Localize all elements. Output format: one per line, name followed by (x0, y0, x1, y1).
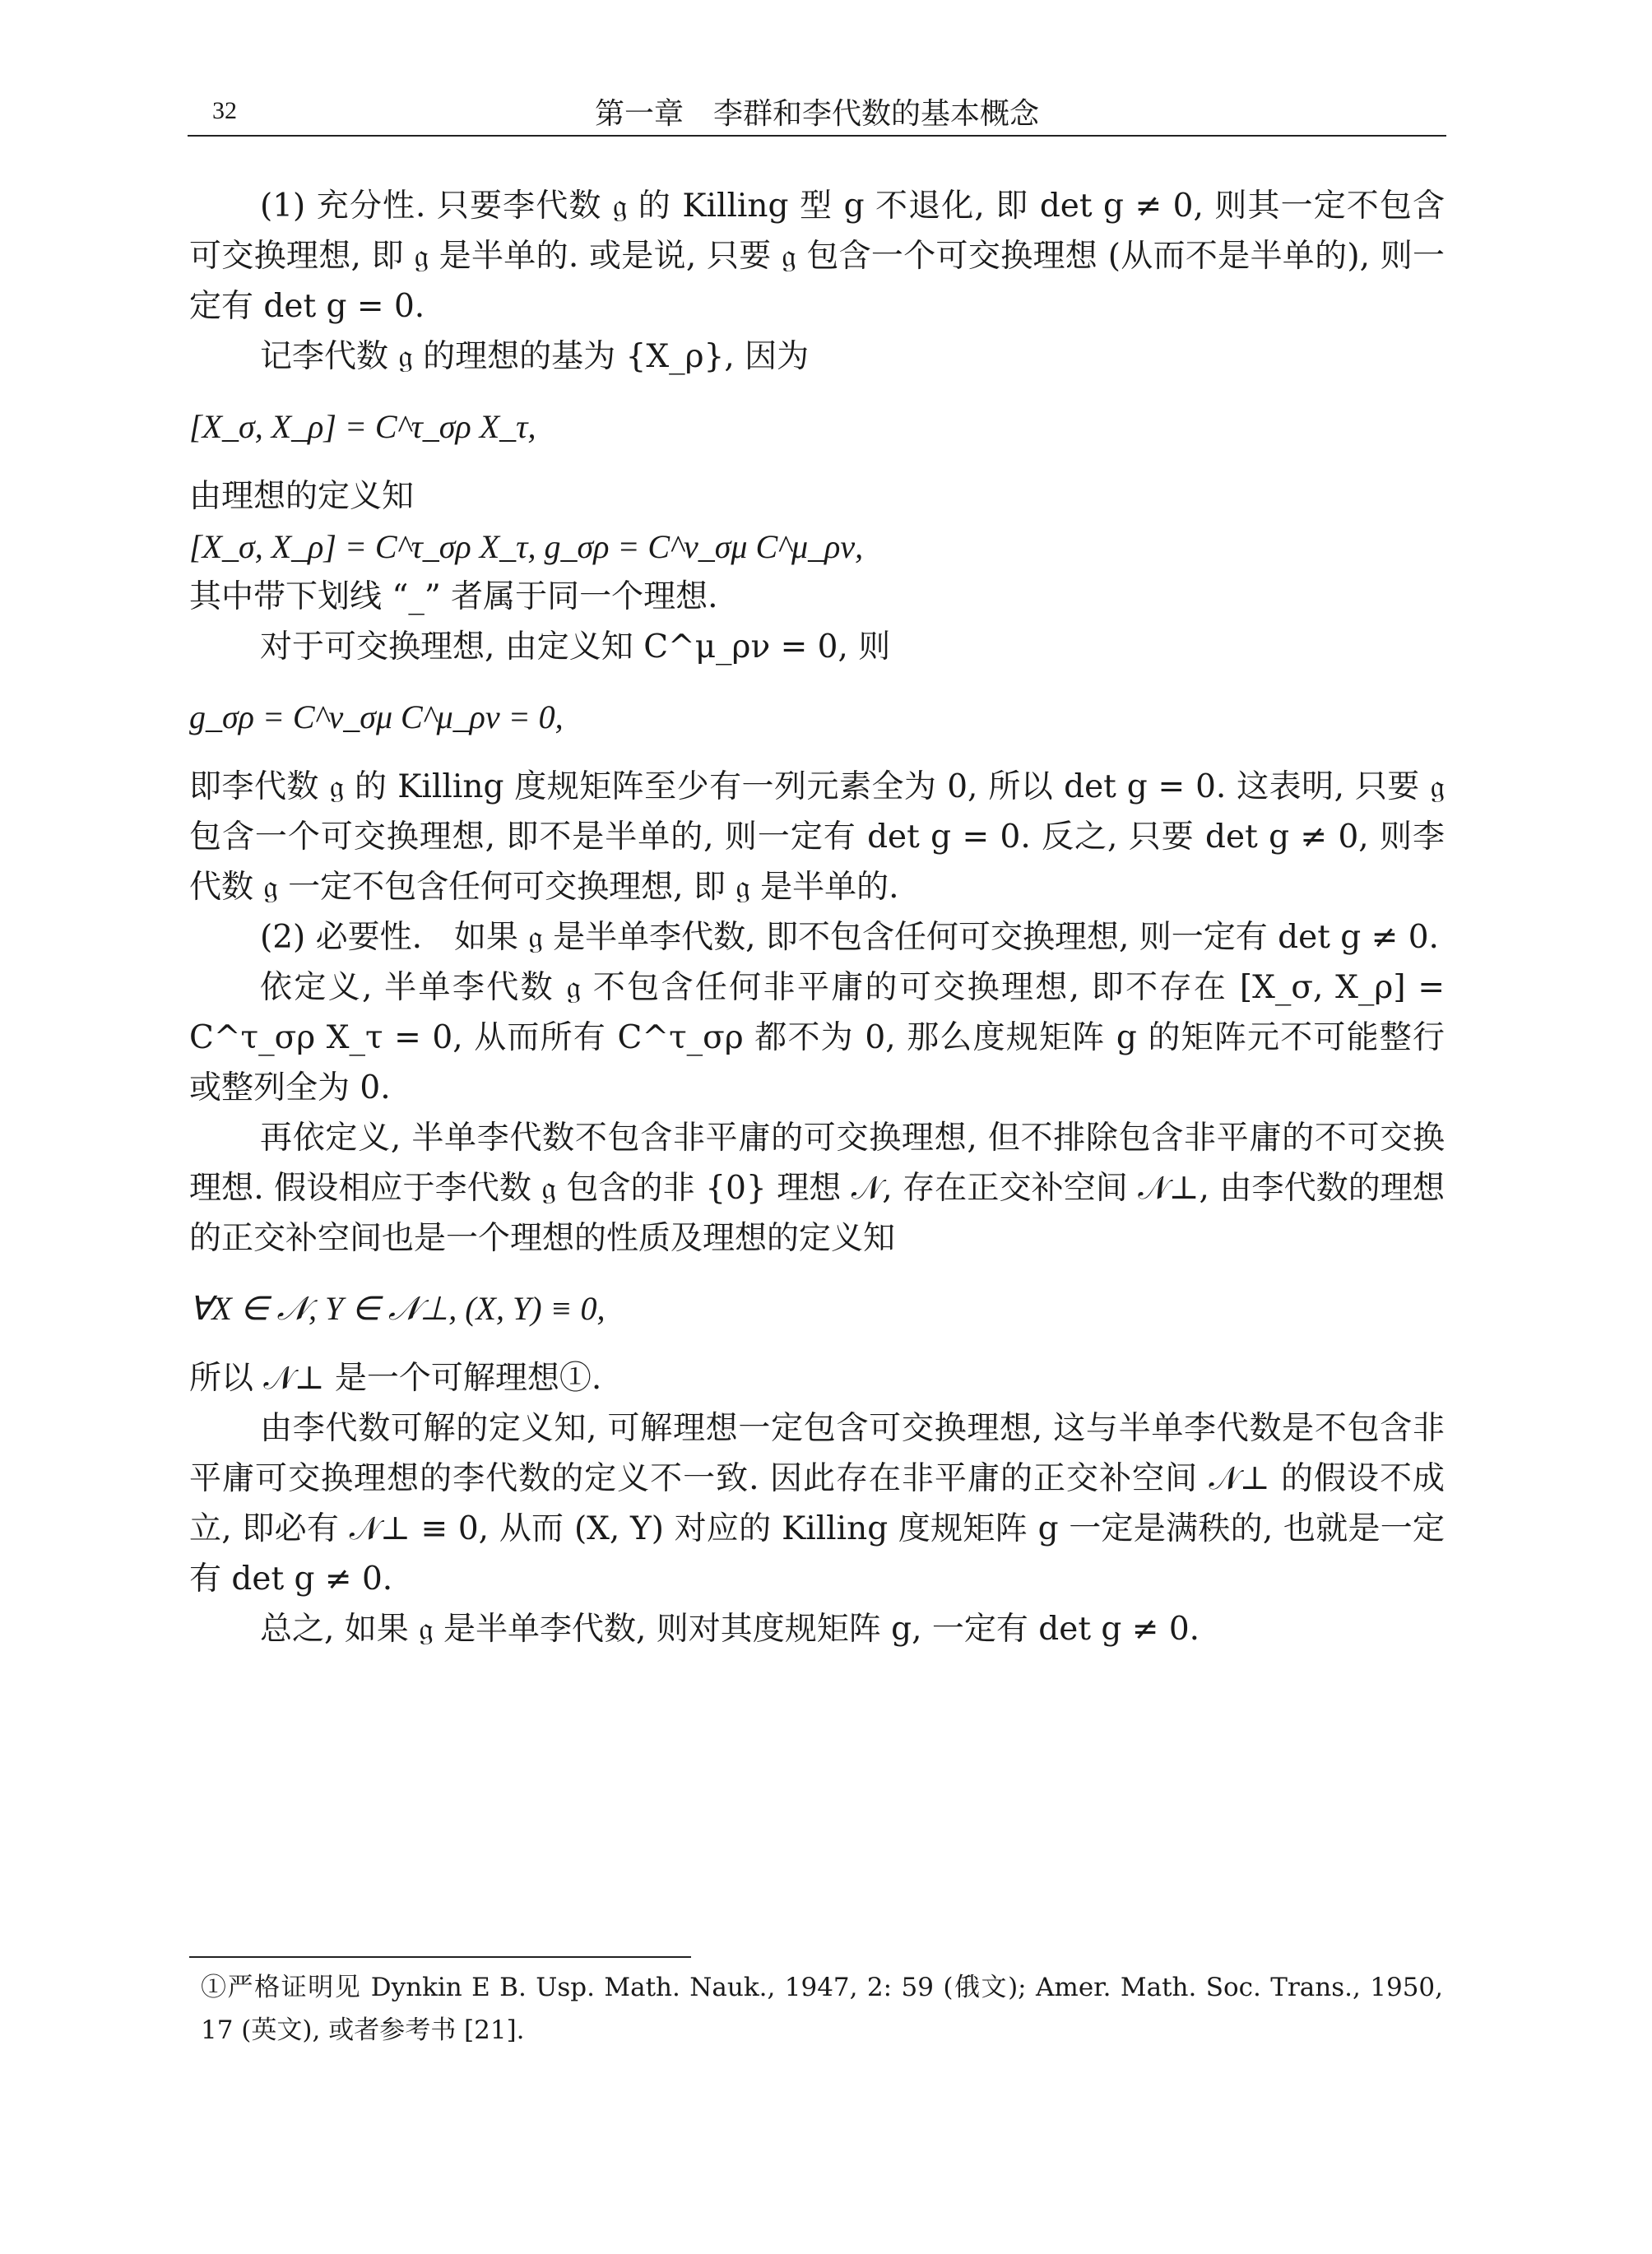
paragraph-underline-note: 其中带下划线 “_” 者属于同一个理想. (189, 578, 718, 615)
paragraph-commutative-ideal: 对于可交换理想, 由定义知 C^μ_ρν = 0, 则 (260, 628, 891, 666)
paragraph-orthogonal-complement: 再依定义, 半单李代数不包含非平庸的可交换理想, 但不排除包含非平庸的不可交换理想. 假设相应于李代数 𝔤 包含的非 {0} 理想 𝒩, 存在正交补空间 𝒩⊥, 由李代数的理想的正交补空间也是一个理想的性质及理想的定义知 (189, 1120, 1445, 1257)
footnote-divider (189, 1956, 691, 1958)
equation-ideal-metric: [X_σ, X_ρ] = C^τ_σρ X_τ, g_σρ = C^ν_σμ C^μ_ρν, (189, 528, 864, 565)
paragraph-solvable-ideal: 所以 𝒩⊥ 是一个可解理想①. (189, 1360, 602, 1397)
equation-orthogonality: ∀X ∈ 𝒩, Y ∈ 𝒩⊥, (X, Y) ≡ 0, (189, 1290, 606, 1327)
main-text (189, 181, 1445, 1654)
equation-commutator: [X_σ, X_ρ] = C^τ_σρ X_τ, (189, 408, 536, 445)
paragraph-no-trivial-ideal: 依定义, 半单李代数 𝔤 不包含任何非平庸的可交换理想, 即不存在 [X_σ, X_ρ] = C^τ_σρ X_τ = 0, 从而所有 C^τ_σρ 都不为 0, 那么度规矩阵 g 的矩阵元不可能整行或整列全为 0. (189, 969, 1445, 1106)
paragraph-conclusion: 总之, 如果 𝔤 是半单李代数, 则对其度规矩阵 g, 一定有 det g ≠ 0. (260, 1611, 1200, 1648)
paragraph-det-zero: 即李代数 𝔤 的 Killing 度规矩阵至少有一列元素全为 0, 所以 det g = 0. 这表明, 只要 𝔤 包含一个可交换理想, 即不是半单的, 则一定有 det g = 0. 反之, 只要 det g ≠ 0, 则李代数 𝔤 一定不包含任何可交换理想, 即 𝔤 是半单的. (189, 768, 1445, 906)
page-header (188, 89, 1446, 137)
paragraph-necessity: (2) 必要性. 如果 𝔤 是半单李代数, 即不包含任何可交换理想, 则一定有 det g ≠ 0. (260, 919, 1439, 956)
page-number: 32 (212, 97, 237, 124)
paragraph-sufficiency: (1) 充分性. 只要李代数 𝔤 的 Killing 型 g 不退化, 即 det g ≠ 0, 则其一定不包含可交换理想, 即 𝔤 是半单的. 或是说, 只要 𝔤 包含一个可交换理想 (从而不是半单的), 则一定有 det g = 0. (189, 188, 1445, 325)
paragraph-ideal-basis: 记李代数 𝔤 的理想的基为 {X_ρ}, 因为 (260, 338, 810, 375)
running-title: 第一章 李群和李代数的基本概念 (594, 97, 1039, 131)
paragraph-ideal-definition: 由理想的定义知 (189, 478, 415, 515)
paragraph-contradiction: 由李代数可解的定义知, 可解理想一定包含可交换理想, 这与半单李代数是不包含非平庸可交换理想的李代数的定义不一致. 因此存在非平庸的正交补空间 𝒩⊥ 的假设不成立, 即必有 𝒩⊥ ≡ 0, 从而 (X, Y) 对应的 Killing 度规矩阵 g 一定是满秩的, 也就是一定有 det g ≠ 0. (189, 1410, 1445, 1598)
footnote: ①严格证明见 Dynkin E B. Usp. Math. Nauk., 1947, 2: 59 (俄文); Amer. Math. Soc. Trans., 1950, 17 (英文), 或者参考书 [21]. (201, 1973, 1443, 2045)
equation-metric-zero: g_σρ = C^ν_σμ C^μ_ρν = 0, (189, 698, 564, 735)
